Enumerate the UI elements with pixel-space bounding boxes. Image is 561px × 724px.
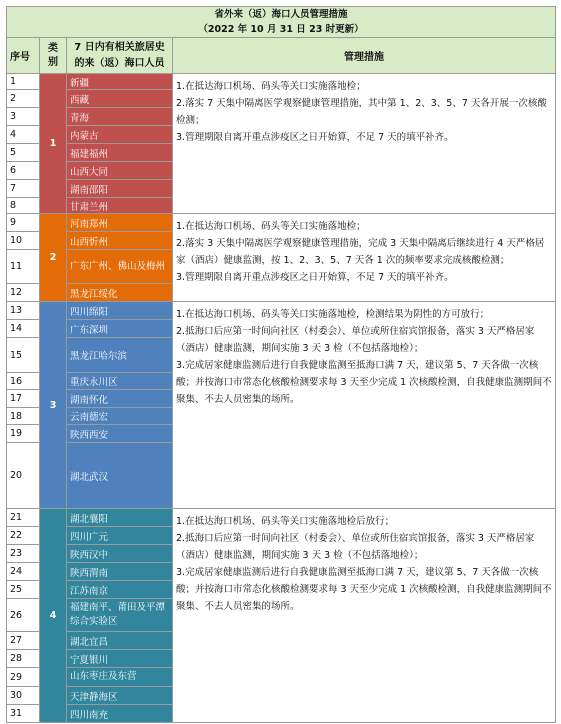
sheet-title: 省外来（返）海口人员管理措施 bbox=[7, 7, 556, 23]
row-number: 13 bbox=[7, 302, 40, 320]
measures-cell bbox=[173, 509, 556, 723]
region-cell: 湖北襄阳 bbox=[67, 509, 173, 527]
row-number: 16 bbox=[7, 373, 40, 390]
row-number: 18 bbox=[7, 408, 40, 425]
measures-cell bbox=[173, 74, 556, 214]
row-number: 31 bbox=[7, 705, 40, 723]
region-cell: 黑龙江哈尔滨 bbox=[67, 338, 173, 373]
table-row bbox=[7, 509, 556, 527]
row-number: 25 bbox=[7, 581, 40, 599]
region-cell: 湖北宜昌 bbox=[67, 632, 173, 650]
region-cell: 山西大同 bbox=[67, 162, 173, 180]
measure-item: 2.落实 7 天集中隔离医学观察健康管理措施，其中第 1、2、3、5、7 天各开展一次核酸检测； bbox=[176, 98, 547, 126]
row-number: 20 bbox=[7, 443, 40, 509]
region-cell: 陕西汉中 bbox=[67, 545, 173, 563]
row-number: 19 bbox=[7, 425, 40, 443]
measure-item: 1.在抵达海口机场、码头等关口实施落地检； bbox=[176, 81, 366, 92]
region-cell: 重庆永川区 bbox=[67, 373, 173, 390]
region-cell: 云南德宏 bbox=[67, 408, 173, 425]
row-number: 23 bbox=[7, 545, 40, 563]
header-measures: 管理措施 bbox=[173, 38, 556, 74]
table-row bbox=[7, 214, 556, 232]
row-number: 15 bbox=[7, 338, 40, 373]
region-cell: 陕西西安 bbox=[67, 425, 173, 443]
region-cell: 山西忻州 bbox=[67, 232, 173, 250]
category-cell: 4 bbox=[40, 509, 67, 723]
header-category: 类别 bbox=[40, 38, 67, 74]
region-cell: 西藏 bbox=[67, 90, 173, 108]
measure-item: 2.抵海口后应第一时间向社区（村委会）、单位或所住宿宾馆报备，落实 3 天严格居家（酒店）健康监测，期间实施 3 天 3 检（不包括落地检）； bbox=[176, 326, 535, 354]
region-cell: 湖北武汉 bbox=[67, 443, 173, 509]
measure-item: 1.在抵达海口机场、码头等关口实施落地检，检测结果为阴性的方可放行； bbox=[176, 309, 490, 320]
region-cell: 内蒙古 bbox=[67, 126, 173, 144]
region-cell: 江苏南京 bbox=[67, 581, 173, 599]
region-cell: 青海 bbox=[67, 108, 173, 126]
region-cell: 广东深圳 bbox=[67, 320, 173, 338]
region-cell: 山东枣庄及东营 bbox=[67, 668, 173, 687]
measure-item: 2.落实 3 天集中隔离医学观察健康管理措施，完成 3 天集中隔离后继续进行 4 天严格居家（酒店）健康监测，按 1、2、3、5、7 天各 1 次的频率要求完成核酸检测； bbox=[176, 238, 545, 266]
category-cell: 1 bbox=[40, 74, 67, 214]
row-number: 10 bbox=[7, 232, 40, 250]
row-number: 22 bbox=[7, 527, 40, 545]
row-number: 14 bbox=[7, 320, 40, 338]
sheet-subtitle: （2022 年 10 月 31 日 23 时更新） bbox=[7, 22, 556, 38]
row-number: 1 bbox=[7, 74, 40, 90]
region-cell: 天津静海区 bbox=[67, 687, 173, 705]
region-cell: 湖南邵阳 bbox=[67, 180, 173, 198]
header-regions: 7 日内有相关旅居史的来（返）海口人员 bbox=[67, 38, 173, 74]
measure-item: 3.管理期限自离开重点涉疫区之日开始算，不足 7 天的填平补齐。 bbox=[176, 132, 454, 143]
row-number: 17 bbox=[7, 390, 40, 408]
row-number: 9 bbox=[7, 214, 40, 232]
measure-item: 3.完成居家健康监测后进行自我健康监测至抵海口满 7 天，建议第 5、7 天各做一次核酸；并按海口市常态化核酸检测要求每 3 天至少完成 1 次核酸检测，自我健康监测期间不聚集、不去人员密集的场所。 bbox=[176, 360, 552, 405]
measures-sheet bbox=[6, 6, 555, 723]
measures-cell bbox=[173, 302, 556, 509]
table-row bbox=[7, 74, 556, 90]
row-number: 12 bbox=[7, 284, 40, 302]
measures-table bbox=[6, 6, 556, 723]
region-cell: 黑龙江绥化 bbox=[67, 284, 173, 302]
category-cell: 3 bbox=[40, 302, 67, 509]
region-cell: 四川绵阳 bbox=[67, 302, 173, 320]
row-number: 21 bbox=[7, 509, 40, 527]
row-number: 29 bbox=[7, 668, 40, 687]
region-cell: 河南郑州 bbox=[67, 214, 173, 232]
row-number: 26 bbox=[7, 599, 40, 632]
row-number: 5 bbox=[7, 144, 40, 162]
header-seq: 序号 bbox=[7, 38, 40, 74]
region-cell: 湖南怀化 bbox=[67, 390, 173, 408]
row-number: 28 bbox=[7, 650, 40, 668]
row-number: 8 bbox=[7, 198, 40, 214]
category-cell: 2 bbox=[40, 214, 67, 302]
region-cell: 新疆 bbox=[67, 74, 173, 90]
row-number: 7 bbox=[7, 180, 40, 198]
region-cell: 宁夏银川 bbox=[67, 650, 173, 668]
region-cell: 四川广元 bbox=[67, 527, 173, 545]
measure-item: 3.完成居家健康监测后进行自我健康监测至抵海口满 7 天，建议第 5、7 天各做一次核酸；并按海口市常态化核酸检测要求每 3 天至少完成 1 次核酸检测，自我健康监测期间不聚集、不去人员密集的场所。 bbox=[176, 567, 552, 612]
region-cell: 福建福州 bbox=[67, 144, 173, 162]
region-cell: 广东广州、佛山及梅州 bbox=[67, 250, 173, 284]
row-number: 4 bbox=[7, 126, 40, 144]
measure-item: 1.在抵达海口机场、码头等关口实施落地检后放行； bbox=[176, 516, 395, 527]
measure-item: 1.在抵达海口机场、码头等关口实施落地检； bbox=[176, 221, 366, 232]
row-number: 6 bbox=[7, 162, 40, 180]
row-number: 24 bbox=[7, 563, 40, 581]
row-number: 2 bbox=[7, 90, 40, 108]
region-cell: 陕西渭南 bbox=[67, 563, 173, 581]
measures-cell bbox=[173, 214, 556, 302]
region-cell: 四川南充 bbox=[67, 705, 173, 723]
region-cell: 福建南平、莆田及平潭综合实验区 bbox=[67, 599, 173, 632]
row-number: 3 bbox=[7, 108, 40, 126]
measure-item: 2.抵海口后应第一时间向社区（村委会）、单位或所住宿宾馆报备，落实 3 天严格居家（酒店）健康监测，期间实施 3 天 3 检（不包括落地检）； bbox=[176, 533, 535, 561]
region-cell: 甘肃兰州 bbox=[67, 198, 173, 214]
measure-item: 3.管理期限自离开重点涉疫区之日开始算，不足 7 天的填平补齐。 bbox=[176, 272, 454, 283]
row-number: 11 bbox=[7, 250, 40, 284]
row-number: 30 bbox=[7, 687, 40, 705]
row-number: 27 bbox=[7, 632, 40, 650]
table-row bbox=[7, 302, 556, 320]
